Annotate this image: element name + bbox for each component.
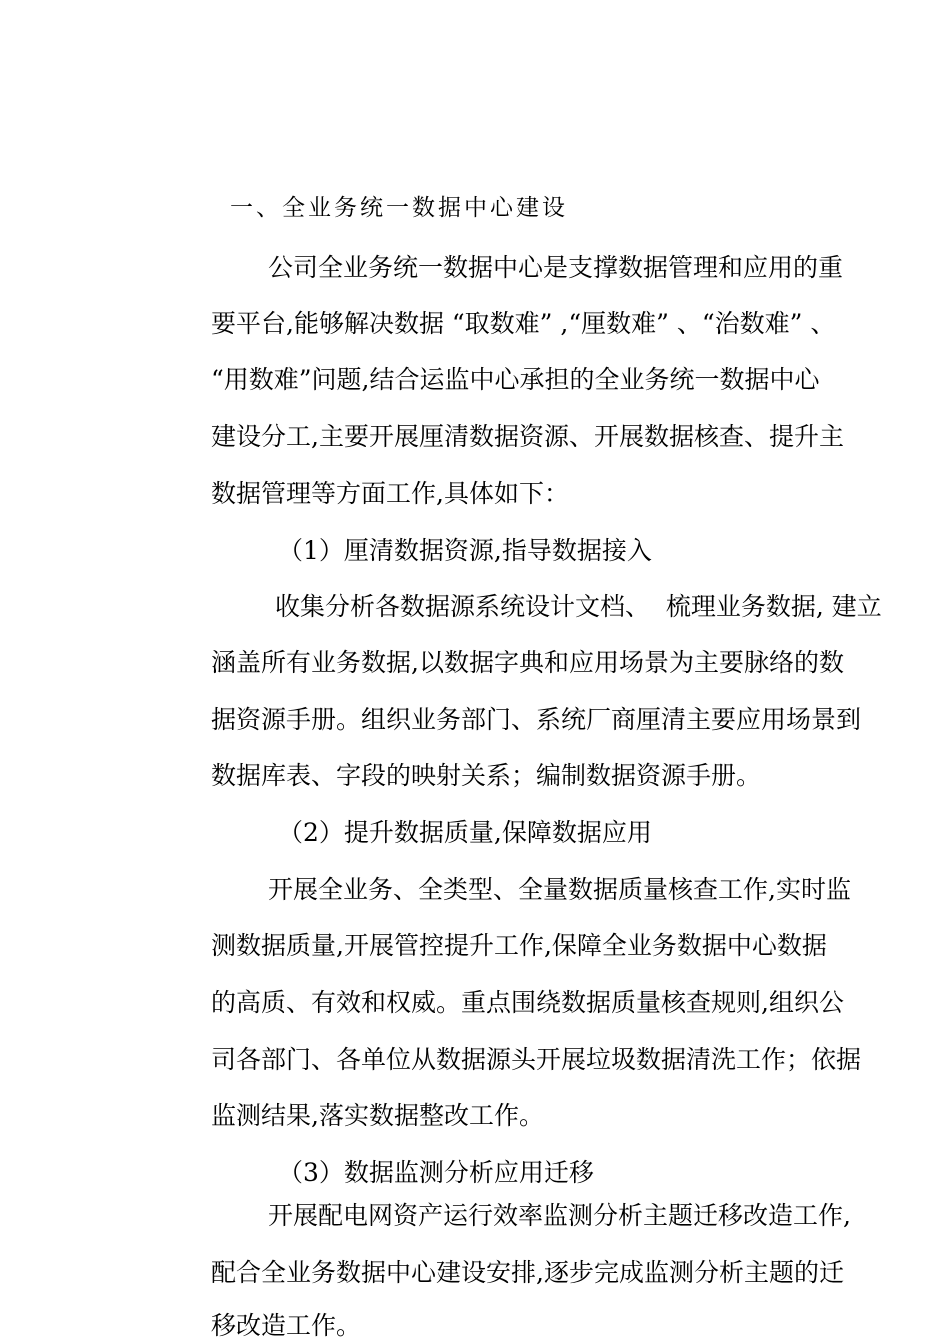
paragraph-line: 数据库表、字段的映射关系；编制数据资源手册。 [211,761,762,790]
paragraph-line: 数据管理等方面工作,具体如下： [211,479,569,508]
section-heading: 一、全业务统一数据中心建设 [230,195,568,221]
paragraph-line: 涵盖所有业务数据,以数据字典和应用场景为主要脉络的数 [211,648,844,677]
paragraph-line: 移改造工作。 [211,1311,362,1340]
paragraph-line: 司各部门、各单位从数据源头开展垃圾数据清洗工作；依据 [211,1045,862,1074]
paragraph-line: 监测结果,落实数据整改工作。 [211,1101,544,1130]
paragraph-line: 公司全业务统一数据中心是支撑数据管理和应用的重 [268,253,844,282]
paragraph-line: 开展全业务、全类型、全量数据质量核查工作,实时监 [268,875,851,904]
subsection-title: （1）厘清数据资源,指导数据接入 [278,536,652,565]
paragraph-line: 的高质、有效和权威。重点围绕数据质量核查规则,组织公 [211,988,844,1017]
paragraph-line: 据资源手册。组织业务部门、系统厂商厘清主要应用场景到 [211,705,862,734]
paragraph-line: 建设分工,主要开展厘清数据资源、开展数据核查、提升主 [211,422,844,451]
paragraph-line: “用数难”问题,结合运监中心承担的全业务统一数据中心 [211,365,820,394]
paragraph-line: 测数据质量,开展管控提升工作,保障全业务数据中心数据 [211,931,827,960]
paragraph-line: 配合全业务数据中心建设安排,逐步完成监测分析主题的迁 [211,1258,844,1287]
paragraph-line: 开展配电网资产运行效率监测分析主题迁移改造工作, [268,1201,851,1230]
paragraph-line: 收集分析各数据源系统设计文档、 梳理业务数据, 建立 [275,592,882,621]
paragraph-line: 要平台,能够解决数据 “取数难” ,“厘数难” 、“治数难” 、 [211,309,836,338]
subsection-title: （2）提升数据质量,保障数据应用 [278,818,652,847]
subsection-title: （3）数据监测分析应用迁移 [278,1158,594,1187]
